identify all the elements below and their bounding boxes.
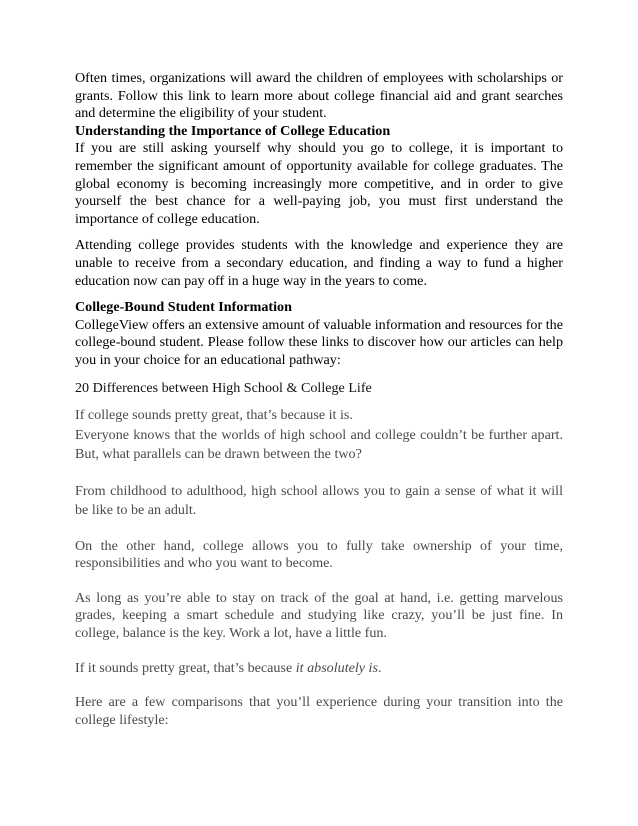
article-paragraph: As long as you’re able to stay on track of the goal at hand, i.e. getting marvelous grades, keeping a smart schedule and studying like crazy, you’ll be just fine. In college, balance is the key. Work a lot, have a little fun. [75,589,563,641]
article-lead: If college sounds pretty great, that’s because it is. [75,407,353,424]
attending-college-paragraph: Attending college provides students with the knowledge and experience they are unable to receive from a secondary education, and finding a way to fund a higher education now can pay off in a huge way in the years to come. [75,237,563,289]
intro-paragraph: Often times, organizations will award the children of employees with scholarships or grants. Follow this link to learn more about college financial aid and grant searches and determine the eligibility of your student. [75,70,563,122]
article-paragraph: On the other hand, college allows you to fully take ownership of your time, responsibilities and who you want to become. [75,537,563,572]
article-title: 20 Differences between High School & College Life [75,379,372,396]
section-heading-importance: Understanding the Importance of College Education [75,122,391,139]
emphasis-paragraph [75,660,563,678]
article-paragraph: From childhood to adulthood, high school allows you to gain a sense of what it will be like to be an adult. [75,482,563,519]
emphasis-lead: If it sounds pretty great, that’s because [75,659,296,676]
collegeview-paragraph: CollegeView offers an extensive amount of valuable information and resources for the college-bound student. Please follow these links to discover how our articles can help you in your choice for an educational pathway: [75,316,563,368]
document-body [75,70,563,729]
section-heading-college-bound: College-Bound Student Information [75,299,292,316]
importance-paragraph: If you are still asking yourself why should you go to college, it is important to remember the significant amount of opportunity available for college graduates. The global economy is becoming increasingly more competitive, and in order to give yourself the best chance for a well-paying job, you must first understand the importance of college education. [75,140,563,227]
emphasis-italic-text: it absolutely is [295,659,378,676]
article-paragraph: Everyone knows that the worlds of high school and college couldn’t be further apart. But, what parallels can be drawn between the two? [75,426,563,463]
emphasis-tail: . [377,659,382,676]
closing-paragraph: Here are a few comparisons that you’ll experience during your transition into the college lifestyle: [75,694,563,728]
